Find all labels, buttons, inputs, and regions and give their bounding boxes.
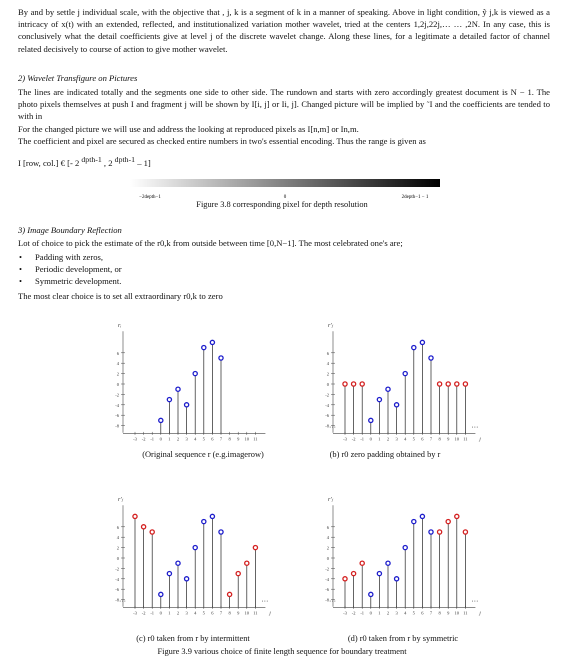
stem-plot-symmetric <box>305 486 495 636</box>
x-tick-label: 9 <box>237 436 240 442</box>
y-tick-label: 4 <box>116 361 119 367</box>
x-tick-label: 10 <box>454 436 460 442</box>
stem-plot-zero-padding <box>305 312 495 462</box>
y-tick-label: 6 <box>116 524 119 530</box>
y-tick-label: 6 <box>326 524 329 530</box>
blue-data-point <box>159 592 163 596</box>
panel-b-caption: (b) r0 zero padding obtained by r <box>329 450 441 459</box>
blue-data-point <box>420 514 424 518</box>
x-tick-label: 8 <box>228 610 231 616</box>
range-mid: , 2 <box>103 158 113 168</box>
y-tick-label: 6 <box>116 350 119 356</box>
red-data-point <box>438 530 442 534</box>
y-tick-label: 0 <box>326 556 329 561</box>
red-data-point <box>360 382 364 386</box>
x-tick-label: 6 <box>211 610 214 616</box>
blue-data-point <box>395 403 399 407</box>
x-tick-label: -2 <box>141 436 146 442</box>
list-item: • Padding with zeros, <box>18 251 122 263</box>
y-tick-label: -8 <box>325 597 329 603</box>
y-tick-label: 0 <box>116 556 119 561</box>
red-data-point <box>352 382 356 386</box>
x-axis-label: j <box>479 611 481 617</box>
figure-3-8-caption: Figure 3.8 corresponding pixel for depth resolution <box>196 200 368 209</box>
section-2-paragraph-1: The lines are indicated totally and the segments one side to other side. The rundown and starts with zero accordingly greatest document is N − 1. The photo pixels themselves at push I and fragment j will be shown by I[i, j] or Ii, j]. Changed picture will be implied by ˜I and the coefficients are tended to with in <box>18 87 550 122</box>
y-tick-label: -4 <box>325 402 329 408</box>
section-2-paragraph-3: The coefficient and pixel are secured as checked entire numbers in two's essential encoding. Thus the range is given as <box>18 136 426 146</box>
blue-data-point <box>167 398 171 402</box>
x-tick-label: 1 <box>378 610 381 616</box>
ellipsis-left: … <box>119 595 126 604</box>
x-tick-label: 6 <box>211 436 214 442</box>
ellipsis-left: … <box>329 421 336 430</box>
y-tick-label: 0 <box>326 382 329 387</box>
y-tick-label: -4 <box>115 576 119 582</box>
x-tick-label: 7 <box>219 610 223 616</box>
x-tick-label: -3 <box>343 436 347 442</box>
y-tick-label: -2 <box>325 392 329 398</box>
x-tick-label: 11 <box>463 610 468 616</box>
red-data-point <box>463 382 467 386</box>
blue-data-point <box>176 387 180 391</box>
y-tick-label: -6 <box>115 413 119 419</box>
blue-data-point <box>193 372 197 376</box>
section-2-heading: 2) Wavelet Transfigure on Pictures <box>18 73 138 83</box>
x-tick-label: 0 <box>159 610 162 616</box>
red-data-point <box>463 530 467 534</box>
gradient-bar <box>130 179 440 187</box>
x-tick-label: 7 <box>429 436 433 442</box>
section-3-paragraph-2: The most clear choice is to set all extraordinary r0,k to zero <box>18 291 223 301</box>
x-tick-label: 9 <box>447 436 450 442</box>
y-tick-label: -8 <box>325 423 329 429</box>
y-axis-label: rᵢ <box>118 323 122 330</box>
x-tick-label: 2 <box>386 436 390 442</box>
gradient-label-left: −2depth−1 <box>139 195 161 200</box>
blue-data-point <box>193 546 197 550</box>
blue-data-point <box>202 346 206 350</box>
gradient-label-right: 2depth−1 − 1 <box>401 195 429 200</box>
x-tick-label: 8 <box>438 436 441 442</box>
panel-a-caption: (Original sequence r (e.g.imagerow) <box>142 450 264 459</box>
x-tick-label: 7 <box>219 436 223 442</box>
y-tick-label: -6 <box>325 587 329 593</box>
blue-data-point <box>369 418 373 422</box>
x-tick-label: 11 <box>253 610 258 616</box>
x-tick-label: 4 <box>404 436 407 442</box>
x-tick-label: 0 <box>369 610 372 616</box>
list-item: • Symmetric development. <box>18 275 122 287</box>
red-data-point <box>455 382 459 386</box>
y-tick-label: 4 <box>326 535 329 541</box>
list-item: • Periodic development, or <box>18 263 122 275</box>
ellipsis-left: … <box>329 595 336 604</box>
y-tick-label: 2 <box>116 371 119 377</box>
x-tick-label: 1 <box>378 436 381 442</box>
range-sup-2: dpth-1 <box>114 155 136 164</box>
blue-data-point <box>386 387 390 391</box>
section-3-heading: 3) Image Boundary Reflection <box>18 225 122 235</box>
section-2-paragraph-2: For the changed picture we will use and address the looking at reproduced pixels as I[n,m] or In,m. <box>18 124 359 134</box>
stem-plot-periodic <box>95 486 285 636</box>
x-tick-label: 2 <box>176 436 180 442</box>
blue-data-point <box>167 572 171 576</box>
x-tick-label: 2 <box>176 610 180 616</box>
x-tick-label: 0 <box>369 436 372 442</box>
x-tick-label: -1 <box>150 610 155 616</box>
x-tick-label: 3 <box>185 436 188 442</box>
blue-data-point <box>395 577 399 581</box>
y-tick-label: 2 <box>326 545 329 551</box>
red-data-point <box>343 577 347 581</box>
blue-data-point <box>210 514 214 518</box>
figure-3-9-caption: Figure 3.9 various choice of finite length sequence for boundary treatment <box>157 647 407 656</box>
blue-data-point <box>219 356 223 360</box>
x-tick-label: 0 <box>159 436 162 442</box>
panel-c-caption: (c) r0 taken from r by intermittent <box>136 634 250 643</box>
depth-gradient-figure <box>0 172 564 222</box>
x-tick-label: -1 <box>360 436 365 442</box>
y-tick-label: -6 <box>115 587 119 593</box>
x-tick-label: 4 <box>194 610 197 616</box>
red-data-point <box>150 530 154 534</box>
y-tick-label: 0 <box>116 382 119 387</box>
blue-data-point <box>185 577 189 581</box>
range-sup-1: dpth-1 <box>81 155 102 164</box>
y-axis-label: r′ⱼ <box>118 497 124 504</box>
ellipsis-right: … <box>471 421 479 430</box>
section-3-paragraph-1: Lot of choice to pick the estimate of the r0,k from outside between time [0,N−1]. The most celebrated one's are; <box>18 238 403 248</box>
blue-data-point <box>403 546 407 550</box>
x-tick-label: 9 <box>447 610 450 616</box>
blue-data-point <box>185 403 189 407</box>
x-tick-label: 11 <box>253 436 258 442</box>
range-suffix: – 1] <box>137 158 151 168</box>
red-data-point <box>142 525 146 529</box>
x-tick-label: 4 <box>194 436 197 442</box>
red-data-point <box>245 561 249 565</box>
x-tick-label: -1 <box>360 610 365 616</box>
x-tick-label: 10 <box>244 436 250 442</box>
red-data-point <box>446 382 450 386</box>
blue-data-point <box>420 340 424 344</box>
x-tick-label: -3 <box>343 610 347 616</box>
x-tick-label: 2 <box>386 610 390 616</box>
x-tick-label: 10 <box>244 610 250 616</box>
range-prefix: I [row, col.] € [- 2 <box>18 158 80 168</box>
y-tick-label: -8 <box>115 423 119 429</box>
red-data-point <box>228 592 232 596</box>
range-expression <box>18 155 151 168</box>
y-axis-label: r′ⱼ <box>328 497 334 504</box>
gradient-label-center: 0 <box>283 195 287 200</box>
blue-data-point <box>403 372 407 376</box>
blue-data-point <box>219 530 223 534</box>
blue-data-point <box>412 346 416 350</box>
ellipsis-right: … <box>471 595 479 604</box>
x-tick-label: 9 <box>237 610 240 616</box>
blue-data-point <box>386 561 390 565</box>
x-tick-label: 11 <box>463 436 468 442</box>
red-data-point <box>253 546 257 550</box>
blue-data-point <box>159 418 163 422</box>
panel-d-caption: (d) r0 taken from r by symmetric <box>347 634 459 643</box>
x-tick-label: 3 <box>185 610 188 616</box>
x-tick-label: -1 <box>150 436 155 442</box>
blue-data-point <box>377 572 381 576</box>
red-data-point <box>446 520 450 524</box>
y-tick-label: -6 <box>325 413 329 419</box>
x-tick-label: -2 <box>141 610 146 616</box>
x-tick-label: -3 <box>133 610 137 616</box>
x-tick-label: 6 <box>421 436 424 442</box>
intro-paragraph: By and by settle j individual scale, with the objective that , j, k is a segment of k in a manner of speaking. Above in light condition, ỹ j,k is viewed as a intricacy of x(t) with an extended, reflected, and institutionalized variation mother wavelet, tried at the centers 1,2j,22j,… … ,2N. In any case, this is conclusively what the detail coefficients give at level j of the discrete wavelet change. Along these lines, for a legitimate a detailed factor of channel related decisively to course of action to give mother wavelet. <box>18 7 550 54</box>
x-tick-label: 5 <box>412 610 415 616</box>
x-tick-label: 1 <box>168 610 171 616</box>
ellipsis-right: … <box>261 595 269 604</box>
y-tick-label: 2 <box>116 545 119 551</box>
y-tick-label: -8 <box>115 597 119 603</box>
x-tick-label: 3 <box>395 610 398 616</box>
red-data-point <box>438 382 442 386</box>
y-tick-label: 4 <box>116 535 119 541</box>
red-data-point <box>236 572 240 576</box>
y-tick-label: -2 <box>115 392 119 398</box>
x-axis-label: j <box>269 611 271 617</box>
x-tick-label: -2 <box>351 610 356 616</box>
y-tick-label: 2 <box>326 371 329 377</box>
red-data-point <box>455 514 459 518</box>
red-data-point <box>352 572 356 576</box>
y-tick-label: -2 <box>325 566 329 572</box>
blue-data-point <box>377 398 381 402</box>
x-tick-label: -2 <box>351 436 356 442</box>
x-axis-label: j <box>479 437 481 443</box>
x-tick-label: 5 <box>202 610 205 616</box>
boundary-options-list <box>18 251 122 288</box>
blue-data-point <box>412 520 416 524</box>
y-tick-label: 4 <box>326 361 329 367</box>
blue-data-point <box>176 561 180 565</box>
x-tick-label: 4 <box>404 610 407 616</box>
blue-data-point <box>429 356 433 360</box>
x-tick-label: 5 <box>412 436 415 442</box>
x-tick-label: 10 <box>454 610 460 616</box>
x-tick-label: 5 <box>202 436 205 442</box>
y-axis-label: r′ⱼ <box>328 323 334 330</box>
x-tick-label: -3 <box>133 436 137 442</box>
x-tick-label: 3 <box>395 436 398 442</box>
x-tick-label: 1 <box>168 436 171 442</box>
blue-data-point <box>202 520 206 524</box>
stem-plot-original <box>95 312 275 462</box>
blue-data-point <box>210 340 214 344</box>
x-tick-label: 6 <box>421 610 424 616</box>
y-tick-label: -2 <box>115 566 119 572</box>
x-tick-label: 8 <box>228 436 231 442</box>
red-data-point <box>360 561 364 565</box>
blue-data-point <box>369 592 373 596</box>
blue-data-point <box>429 530 433 534</box>
red-data-point <box>133 514 137 518</box>
x-tick-label: 8 <box>438 610 441 616</box>
y-tick-label: -4 <box>115 402 119 408</box>
y-tick-label: 6 <box>326 350 329 356</box>
x-tick-label: 7 <box>429 610 433 616</box>
red-data-point <box>343 382 347 386</box>
y-tick-label: -4 <box>325 576 329 582</box>
